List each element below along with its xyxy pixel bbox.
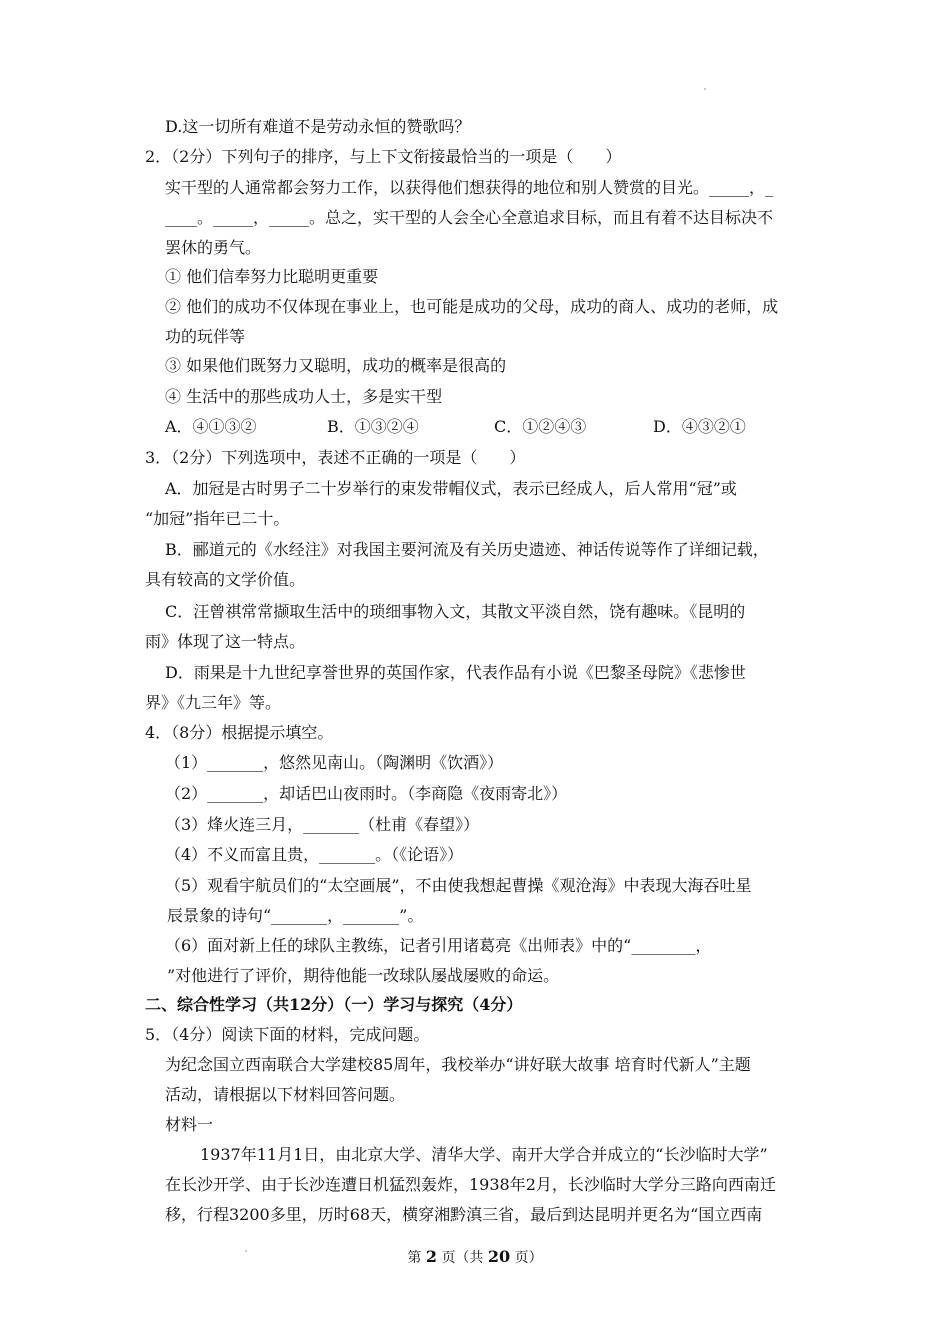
- q2-sentence-1: ① 他们信奉努力比聪明更重要: [165, 267, 379, 286]
- q4-item-5: （5）观看宇航员们的“太空画展”，不由使我想起曹操《观沧海》中表现大海吞吐星: [165, 876, 752, 895]
- q2-passage-line: ____。_____，_____。总之，实干型的人会全心全意追求目标，而且有着不达目标决不: [165, 208, 774, 227]
- section-heading: 二、综合性学习（共12分）（一）学习与探究（4分）: [145, 995, 523, 1014]
- q2-sentence-2-cont: 功的玩伴等: [165, 327, 246, 346]
- material-paragraph: 移，行程3200多里，历时68天，横穿湘黔滇三省，最后到达昆明并更名为“国立西南: [165, 1205, 763, 1224]
- q3-option-c-cont: 雨》体现了这一特点。: [145, 632, 306, 651]
- q3-option-b-cont: 具有较高的文学价值。: [145, 570, 306, 589]
- q4-item-3: （3）烽火连三月，_______（杜甫《春望》）: [165, 815, 480, 834]
- q4-item-6-cont: ”对他进行了评价，期待他能一改球队屡战屡败的命运。: [167, 966, 560, 985]
- scan-speck: [704, 88, 706, 90]
- footer-page-number: 2: [425, 1247, 437, 1266]
- footer-middle: 页（共: [441, 1250, 484, 1266]
- footer-total-pages: 20: [487, 1247, 511, 1266]
- page-footer: [0, 1247, 950, 1268]
- q5-intro: 为纪念国立西南联合大学建校85周年，我校举办“讲好联大故事 培育时代新人”主题: [165, 1055, 751, 1074]
- q2-sentence-4: ④ 生活中的那些成功人士，多是实干型: [165, 387, 443, 406]
- q2-passage-line: 实干型的人通常都会努力工作，以获得他们想获得的地位和别人赞赏的目光。_____，_: [165, 178, 774, 197]
- q4-item-5-cont: 辰景象的诗句“_______，_______”。: [167, 906, 424, 925]
- q3-option-c: C．汪曾祺常常撷取生活中的琐细事物入文，其散文平淡自然，饶有趣味。《昆明的: [165, 602, 746, 621]
- q2-sentence-2: ② 他们的成功不仅体现在事业上，也可能是成功的父母，成功的商人、成功的老师，成: [165, 297, 779, 316]
- q3-option-a-cont: “加冠”指年已二十。: [145, 509, 290, 528]
- q2-passage-line: 罢休的勇气。: [165, 238, 262, 257]
- q5-intro-cont: 活动，请根据以下材料回答问题。: [165, 1085, 406, 1104]
- q4-stem: 4．（8分）根据提示填空。: [145, 723, 334, 742]
- q4-item-1: （1）_______，悠然见南山。（陶渊明《饮酒》）: [165, 753, 504, 772]
- footer-prefix: 第: [407, 1250, 422, 1266]
- q2-sentence-3: ③ 如果他们既努力又聪明，成功的概率是很高的: [165, 356, 507, 375]
- scan-speck: [245, 1250, 247, 1252]
- q3-option-d: D．雨果是十九世纪享誉世界的英国作家，代表作品有小说《巴黎圣母院》《悲惨世: [165, 663, 746, 682]
- q2-option-a: A．④①③②: [165, 417, 257, 436]
- q3-option-d-cont: 界》《九三年》等。: [145, 693, 282, 712]
- q4-item-2: （2）_______，却话巴山夜雨时。（李商隐《夜雨寄北》）: [165, 784, 568, 803]
- q3-option-a: A．加冠是古时男子二十岁举行的束发带帽仪式，表示已经成人，后人常用“冠”或: [165, 479, 737, 498]
- q2-option-b: B．①③②④: [327, 417, 419, 436]
- material-paragraph: 1937年11月1日，由北京大学、清华大学、南开大学合并成立的“长沙临时大学”: [200, 1145, 768, 1164]
- q2-option-d: D．④③②①: [653, 417, 746, 436]
- footer-suffix: 页）: [514, 1250, 543, 1266]
- q2-option-c: C．①②④③: [494, 417, 587, 436]
- q4-item-4: （4）不义而富且贵，_______。（《论语》）: [165, 845, 464, 864]
- q1-option-d: D.这一切所有难道不是劳动永恒的赞歌吗？: [165, 117, 471, 136]
- q5-stem: 5．（4分）阅读下面的材料，完成问题。: [145, 1025, 430, 1044]
- q2-stem: 2．（2分）下列句子的排序，与上下文衔接最恰当的一项是（ ）: [145, 147, 622, 166]
- q3-stem: 3．（2分）下列选项中，表述不正确的一项是（ ）: [145, 448, 526, 467]
- q4-item-6: （6）面对新上任的球队主教练，记者引用诸葛亮《出师表》中的“________，: [165, 936, 712, 955]
- q3-option-b: B．郦道元的《水经注》对我国主要河流及有关历史遗迹、神话传说等作了详细记载，: [165, 540, 769, 559]
- material-label: 材料一: [165, 1115, 214, 1134]
- material-paragraph: 在长沙开学、由于长沙连遭日机猛烈轰炸，1938年2月，长沙临时大学分三路向西南迁: [165, 1175, 776, 1194]
